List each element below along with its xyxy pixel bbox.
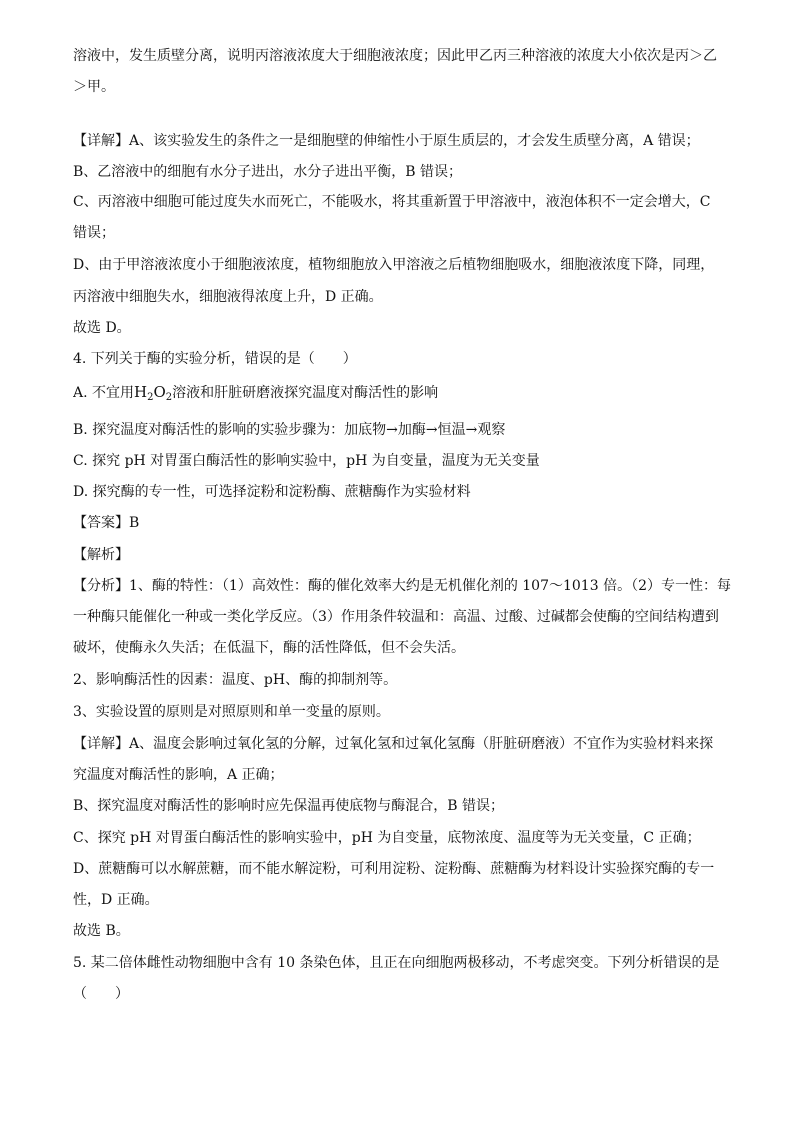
text-line: 破坏，使酶永久失活；在低温下，酶的活性降低，但不会失活。 xyxy=(73,640,465,656)
text-line: ＞甲。 xyxy=(73,79,115,95)
text-line: 究温度对酶活性的影响，A 正确； xyxy=(73,767,284,783)
text-line: 溶液中，发生质壁分离，说明丙溶液浓度大于细胞液浓度；因此甲乙丙三种溶液的浓度大小依次是丙＞乙 xyxy=(73,48,717,64)
text-line: 2、影响酶活性的因素：温度、pH、酶的抑制剂等。 xyxy=(73,672,398,688)
text-line: D、蔗糖酶可以水解蔗糖，而不能水解淀粉，可利用淀粉、淀粉酶、蔗糖酶为材料设计实验探究酶的专一 xyxy=(73,861,715,877)
text-line: 错误； xyxy=(73,225,115,241)
text-line: C、丙溶液中细胞可能过度失水而死亡，不能吸水，将其重新置于甲溶液中，液泡体积不一定会增大，C xyxy=(73,194,711,210)
option-a xyxy=(73,382,733,408)
option-c: C. 探究 pH 对胃蛋白酶活性的影响实验中，pH 为自变量，温度为无关变量 xyxy=(73,453,540,469)
text-line: C、探究 pH 对胃蛋白酶活性的影响实验中，pH 为自变量，底物浓度、温度等为无关变量，C 正确； xyxy=(73,830,701,846)
option-a-suffix: 溶液和肝脏研磨液探究温度对酶活性的影响 xyxy=(172,385,439,401)
text-line: 一种酶只能催化一种或一类化学反应。（3）作用条件较温和：高温、过酸、过碱都会使酶的空间结构遭到 xyxy=(73,609,719,625)
chem-o: O xyxy=(153,383,166,401)
text-line: B、探究温度对酶活性的影响时应先保温再使底物与酶混合，B 错误； xyxy=(73,798,505,814)
question-4-stem: 4. 下列关于酶的实验分析，错误的是（ ） xyxy=(73,351,357,367)
text-line: 性，D 正确。 xyxy=(73,892,159,908)
text-line: D、由于甲溶液浓度小于细胞液浓度，植物细胞放入甲溶液之后植物细胞吸水，细胞液浓度下降，同理， xyxy=(73,257,715,273)
question-5-blank: （ ） xyxy=(73,986,129,1002)
answer-label: 【答案】B xyxy=(73,515,140,531)
question-5-stem: 5. 某二倍体雌性动物细胞中含有 10 条染色体，且正在向细胞两极移动，不考虑突变。下列分析错误的是 xyxy=(73,955,720,971)
chem-sub: 2 xyxy=(147,392,154,403)
text-line: 【详解】A、该实验发生的条件之一是细胞壁的伸缩性小于原生质层的，才会发生质壁分离，A 错误； xyxy=(73,133,700,149)
text-line: 故选 B。 xyxy=(73,923,130,939)
chem-sub: 2 xyxy=(165,392,173,403)
text-line: 故选 D。 xyxy=(73,320,131,336)
option-b: B. 探究温度对酶活性的影响的实验步骤为：加底物→加酶→恒温→观察 xyxy=(73,422,506,438)
text-line: 【详解】A、温度会影响过氧化氢的分解，过氧化氢和过氧化氢酶（肝脏研磨液）不宜作为实验材料来探 xyxy=(73,736,714,752)
option-a-prefix: A. 不宜用 xyxy=(73,385,135,401)
option-d: D. 探究酶的专一性，可选择淀粉和淀粉酶、蔗糖酶作为实验材料 xyxy=(73,484,471,500)
text-line: 3、实验设置的原则是对照原则和单一变量的原则。 xyxy=(73,704,390,720)
text-line: B、乙溶液中的细胞有水分子进出，水分子进出平衡，B 错误； xyxy=(73,164,463,180)
h2o2-formula xyxy=(134,383,172,401)
text-line: 丙溶液中细胞失水，细胞液得浓度上升，D 正确。 xyxy=(73,289,383,305)
analysis-label: 【解析】 xyxy=(73,547,129,563)
chem-h: H xyxy=(134,383,148,401)
text-line: 【分析】1、酶的特性：（1）高效性：酶的催化效率大约是无机催化剂的 107～1013 倍。（2）专一性：每 xyxy=(73,578,731,594)
